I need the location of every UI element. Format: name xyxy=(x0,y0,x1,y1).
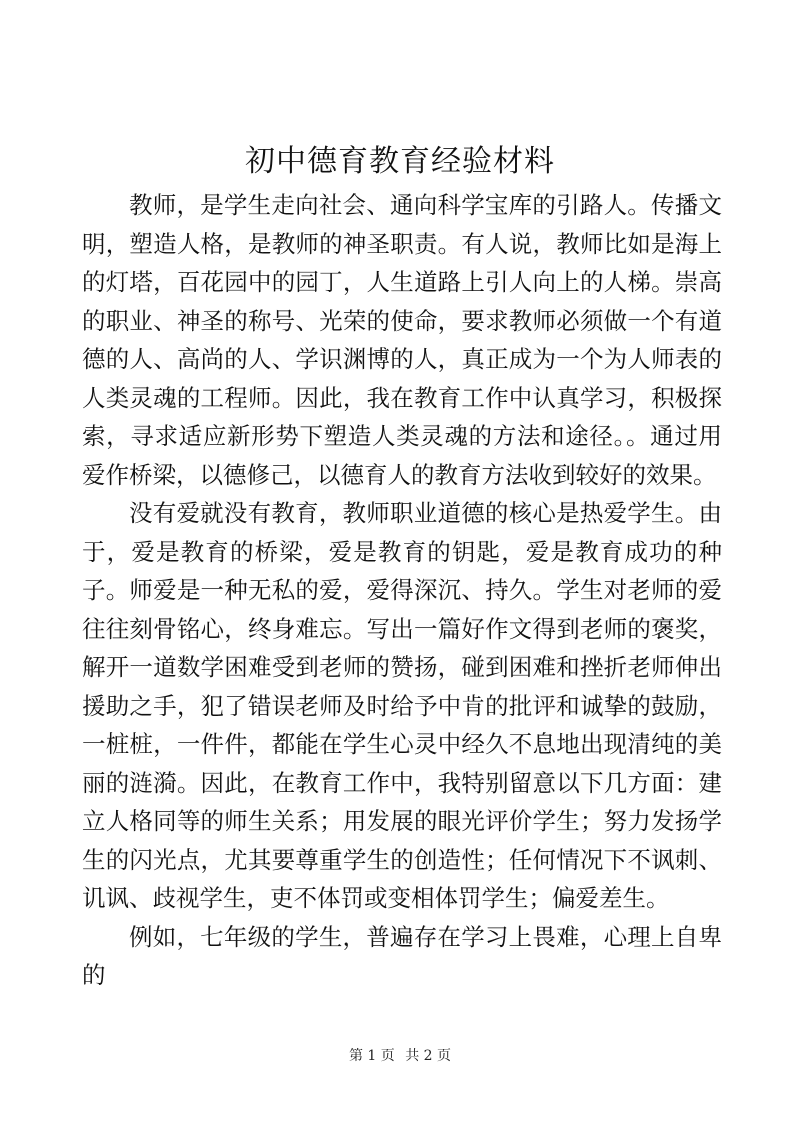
page-total: 共 2 页 xyxy=(405,1048,452,1064)
paragraph-3: 例如，七年级的学生，普遍存在学习上畏难，心理上自卑的 xyxy=(82,922,722,989)
paragraph-2: 没有爱就没有教育，教师职业道德的核心是热爱学生。由于，爱是教育的桥梁，爱是教育的钥匙，爱是教育成功的种子。师爱是一种无私的爱，爱得深沉、持久。学生对老师的爱往往刻骨铭心，终身难忘。写出一篇好作文得到老师的褒奖，解开一道数学困难受到老师的赞扬，碰到困难和挫折老师伸出援助之手，犯了错误老师及时给予中肯的批评和诚挚的鼓励，一桩桩，一件件，都能在学生心灵中经久不息地出现清纯的美丽的涟漪。因此，在教育工作中，我特别留意以下几方面：建立人格同等的师生关系；用发展的眼光评价学生；努力发扬学生的闪光点，尤其要尊重学生的创造性；任何情况下不讽刺、讥讽、歧视学生，吏不体罚或变相体罚学生；偏爱差生。 xyxy=(82,499,722,912)
page-footer xyxy=(0,1046,800,1066)
page-number: 第 1 页 xyxy=(348,1048,395,1064)
document-title: 初中德育教育经验材料 xyxy=(245,144,555,179)
document-body xyxy=(82,186,722,995)
paragraph-1: 教师，是学生走向社会、通向科学宝库的引路人。传播文明，塑造人格，是教师的神圣职责。有人说，教师比如是海上的灯塔，百花园中的园丁，人生道路上引人向上的人梯。崇高的职业、神圣的称号、光荣的使命，要求教师必须做一个有道德的人、高尚的人、学识渊博的人，真正成为一个为人师表的人类灵魂的工程师。因此，我在教育工作中认真学习，积极探索，寻求适应新形势下塑造人类灵魂的方法和途径。。通过用爱作桥梁，以德修己，以德育人的教育方法收到较好的效果。 xyxy=(82,191,722,489)
